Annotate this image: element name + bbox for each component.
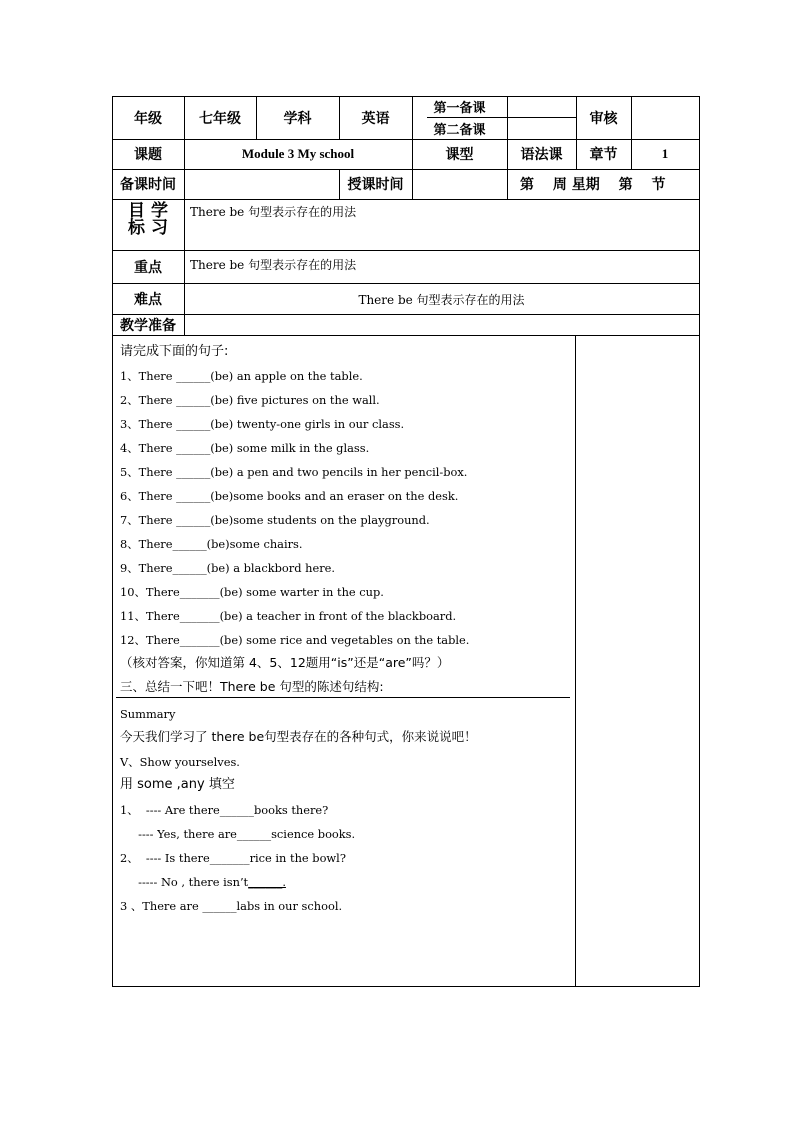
question-3: 3 、There are ______labs in our school. <box>120 899 343 913</box>
question-2b-text: ----- No , there isn’t <box>120 875 249 889</box>
today-summary: 今天我们学习了 there be句型表存在的各种句式，你来说说吧！ <box>120 729 477 744</box>
subject-label: 学科 <box>283 110 312 127</box>
exercise-intro: 请完成下面的句子: <box>120 344 229 359</box>
exercise-item-12: 12、There_______(be) some rice and vegetables on the table. <box>120 633 470 647</box>
chapter-value: 1 <box>661 146 669 161</box>
subject-value: 英语 <box>361 110 390 127</box>
answer-check-note: （核对答案，你知道第 4、5、12题用“is”还是“are”吗？） <box>120 655 450 670</box>
teaching-prep-label: 教学准备 <box>120 317 176 334</box>
lesson-type-value: 语法课 <box>520 147 563 163</box>
topic-label: 课题 <box>134 147 162 163</box>
difficult-point-text: There be 句型表示存在的用法 <box>358 293 525 307</box>
exercise-item-1: 1、There ______(be) an apple on the table. <box>120 369 363 383</box>
second-prep-label: 第二备课 <box>433 122 486 138</box>
topic-value: Module 3 My school <box>241 146 355 161</box>
review-label: 审核 <box>589 110 618 127</box>
summary-word: Summary <box>120 707 176 721</box>
difficult-point-label: 难点 <box>134 291 162 308</box>
exercise-item-3: 3、There ______(be) twenty-one girls in our class. <box>120 417 405 431</box>
exercise-item-8: 8、There______(be)some chairs. <box>120 537 303 551</box>
exercise-item-6: 6、There ______(be)some books and an eraser on the desk. <box>120 489 459 503</box>
question-1a: 1、 ---- Are there______books there? <box>120 803 329 817</box>
grade-value: 七年级 <box>199 110 241 127</box>
week-period-label: 第 周 星期 第 节 <box>520 177 666 193</box>
fill-instruction: 用 some ,any 填空 <box>120 777 235 792</box>
exercise-item-11: 11、There_______(be) a teacher in front of the blackboard. <box>120 609 457 623</box>
exercise-item-5: 5、There ______(be) a pen and two pencils in her pencil-box. <box>120 465 468 479</box>
question-2b-blank: ______. <box>248 875 286 889</box>
exercise-item-9: 9、There______(be) a blackbord here. <box>120 561 336 575</box>
lesson-type-label: 课型 <box>445 147 474 163</box>
teach-time-label: 授课时间 <box>347 177 404 193</box>
exercise-item-7: 7、There ______(be)some students on the playground. <box>120 513 430 527</box>
show-yourselves: V、Show yourselves. <box>120 755 240 769</box>
grade-label: 年级 <box>134 110 162 127</box>
goal-label-line1: 目 学 <box>128 201 168 221</box>
first-prep-label: 第一备课 <box>433 101 486 116</box>
exercise-item-10: 10、There_______(be) some warter in the cup. <box>120 585 384 599</box>
key-point-label: 重点 <box>134 259 162 276</box>
summary-prompt: 三、总结一下吧！There be 句型的陈述句结构: <box>120 679 384 694</box>
goal-text: There be 句型表示存在的用法 <box>190 205 357 219</box>
exercise-item-2: 2、There ______(be) five pictures on the wall. <box>120 393 380 407</box>
key-point-text: There be 句型表示存在的用法 <box>190 258 357 272</box>
exercise-item-4: 4、There ______(be) some milk in the glass. <box>120 441 370 455</box>
goal-label-line2: 标 习 <box>128 218 168 238</box>
goal-label <box>112 203 184 237</box>
question-2a: 2、 ---- Is there_______rice in the bowl? <box>120 851 346 865</box>
question-1b: ---- Yes, there are______science books. <box>120 827 356 841</box>
question-2b <box>120 875 286 889</box>
chapter-label: 章节 <box>589 147 618 163</box>
prep-time-label: 备课时间 <box>120 177 176 193</box>
